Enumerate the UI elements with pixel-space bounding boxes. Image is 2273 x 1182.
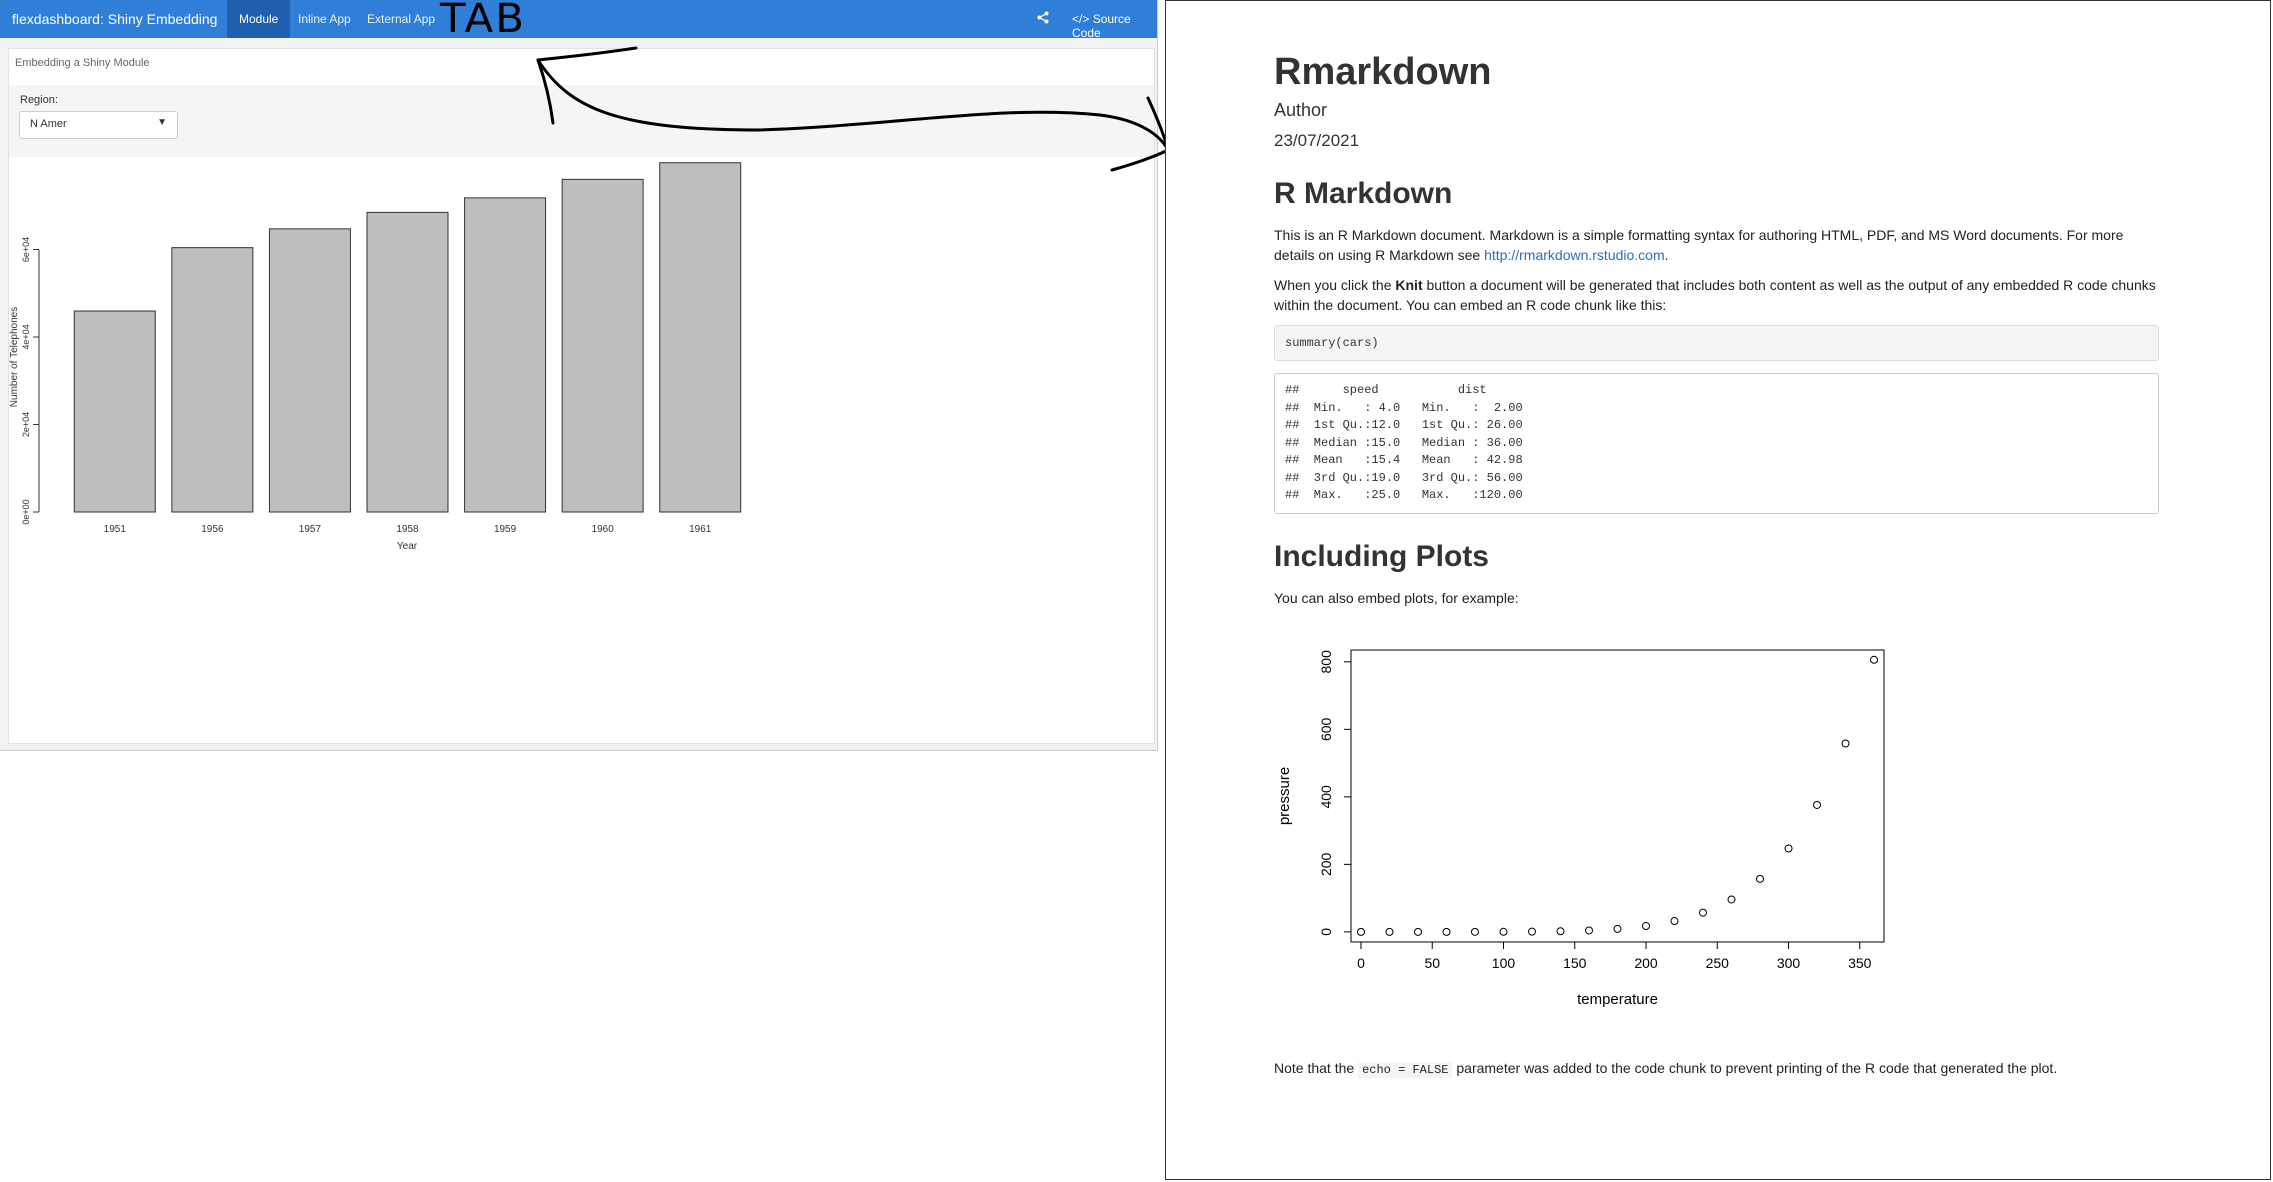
pressure-scatter-plot	[1274, 638, 1894, 1038]
x-tick-label: 350	[1848, 954, 1872, 971]
bar-1959	[465, 198, 546, 512]
code-chunk: summary(cars)	[1274, 325, 2159, 361]
x-axis-label: temperature	[1577, 990, 1658, 1008]
note-pre: Note that the	[1274, 1059, 1359, 1076]
x-tick-label: 1951	[103, 524, 126, 535]
bar-1961	[660, 163, 741, 512]
data-point	[1814, 801, 1821, 808]
data-point	[1357, 928, 1364, 935]
y-axis-label: pressure	[1276, 766, 1293, 825]
chart-panel	[8, 48, 1155, 744]
code-icon: </>	[1072, 12, 1090, 26]
y-tick-label: 4e+04	[21, 324, 31, 350]
x-tick-label: 1961	[689, 524, 712, 535]
x-tick-label: 150	[1563, 954, 1587, 971]
document-author: Author	[1274, 100, 1328, 120]
x-axis-label: Year	[396, 541, 418, 552]
data-point	[1500, 928, 1507, 935]
data-point	[1471, 928, 1478, 935]
data-point	[1700, 909, 1707, 916]
y-tick-label: 200	[1318, 852, 1334, 876]
data-point	[1757, 875, 1764, 882]
y-axis-label: Number of Telephones	[9, 306, 20, 408]
x-tick-label: 300	[1776, 954, 1801, 971]
paragraph-note	[1274, 1058, 2159, 1080]
knit-pre: When you click the	[1274, 277, 1396, 293]
dashboard-brand[interactable]: flexdashboard: Shiny Embedding	[12, 11, 218, 27]
y-tick-label: 6e+04	[21, 236, 31, 263]
intro-end: .	[1664, 247, 1669, 263]
x-tick-label: 200	[1634, 954, 1658, 971]
bar-1951	[74, 311, 155, 512]
caret-down-icon: ▼	[157, 117, 167, 128]
source-code-label: Source Code	[1072, 12, 1131, 40]
dashboard-window	[0, 0, 1158, 751]
data-point	[1728, 895, 1735, 902]
paragraph-intro	[1274, 225, 2159, 265]
x-tick-label: 1958	[396, 524, 419, 535]
x-tick-label: 250	[1705, 954, 1729, 971]
data-point	[1557, 927, 1564, 934]
y-tick-label: 800	[1318, 649, 1334, 673]
document-title: Rmarkdown	[1274, 51, 1492, 93]
x-tick-label: 1960	[591, 524, 614, 535]
bar-1956	[172, 248, 253, 512]
region-select-value: N Amer	[30, 118, 67, 130]
x-tick-label: 100	[1491, 954, 1516, 971]
data-point	[1386, 928, 1393, 935]
data-point	[1528, 928, 1535, 935]
paragraph-plots: You can also embed plots, for example:	[1274, 589, 1519, 606]
data-point	[1785, 844, 1792, 851]
paragraph-knit	[1274, 275, 2159, 315]
knit-post: button a document will be generated that includes both content as well as the output of any embedded R code chunks within the document. You can embed an R code chunk like this:	[1274, 277, 2156, 313]
y-tick-label: 600	[1318, 717, 1334, 741]
rmarkdown-link[interactable]: http://rmarkdown.rstudio.com	[1484, 247, 1665, 263]
data-point	[1842, 740, 1849, 747]
source-code-link[interactable]	[1072, 12, 1157, 40]
code-output: ## speed dist ## Min. : 4.0 Min. : 2.00 ## 1st Qu.:12.0 1st Qu.: 26.00 ## Median :15.0 Median : 36.00 ## Mean :15.4 Mean : 42.98 ## 3rd Qu.:19.0 3rd Qu.: 56.00 ## Max. :25.0 Max. :120.00	[1274, 373, 2159, 514]
heading-r-markdown: R Markdown	[1274, 177, 1453, 210]
data-point	[1414, 928, 1421, 935]
y-tick-label: 2e+04	[21, 411, 31, 438]
data-point	[1671, 917, 1678, 924]
y-tick-label: 400	[1318, 784, 1334, 809]
data-point	[1585, 926, 1592, 933]
share-icon[interactable]	[1037, 11, 1049, 27]
document-date: 23/07/2021	[1274, 131, 1360, 150]
data-point	[1443, 928, 1450, 935]
x-tick-label: 1959	[493, 524, 517, 535]
intro-text: This is an R Markdown document. Markdown is a simple formatting syntax for authoring HTML, PDF, and MS Word documents. For more details on using R Markdown see	[1274, 227, 2124, 263]
plot-frame	[1351, 650, 1884, 942]
data-point	[1871, 656, 1878, 663]
x-tick-label: 0	[1357, 954, 1365, 971]
bar-1958	[367, 212, 448, 512]
region-select[interactable]	[19, 111, 178, 139]
y-tick-label: 0e+00	[21, 499, 31, 525]
y-tick-label: 0	[1318, 927, 1334, 936]
tab-module[interactable]: Module	[227, 0, 290, 38]
heading-including-plots: Including Plots	[1274, 539, 1489, 573]
x-tick-label: 50	[1424, 954, 1441, 971]
data-point	[1643, 922, 1650, 929]
telephones-bar-chart	[9, 157, 1154, 743]
x-tick-label: 1956	[201, 524, 224, 535]
tab-annotation-label: TAB	[439, 0, 527, 42]
note-code: echo = FALSE	[1358, 1062, 1452, 1078]
document-body	[1274, 51, 2159, 1090]
data-point	[1614, 925, 1621, 932]
input-sidebar	[9, 85, 1154, 157]
knit-bold: Knit	[1395, 277, 1423, 293]
note-post: parameter was added to the code chunk to prevent printing of the R code that generated the plot.	[1452, 1059, 2058, 1076]
navbar	[0, 0, 1157, 38]
region-label: Region:	[20, 94, 58, 106]
rmarkdown-document	[1165, 0, 2271, 1180]
tab-inline-app[interactable]: Inline App	[298, 12, 351, 26]
tab-external-app[interactable]: External App	[367, 12, 436, 26]
x-tick-label: 1957	[298, 524, 322, 535]
panel-title: Embedding a Shiny Module	[15, 57, 150, 69]
share-icon-glyph	[1037, 11, 1049, 24]
bar-1960	[562, 179, 643, 512]
bar-1957	[269, 229, 350, 512]
